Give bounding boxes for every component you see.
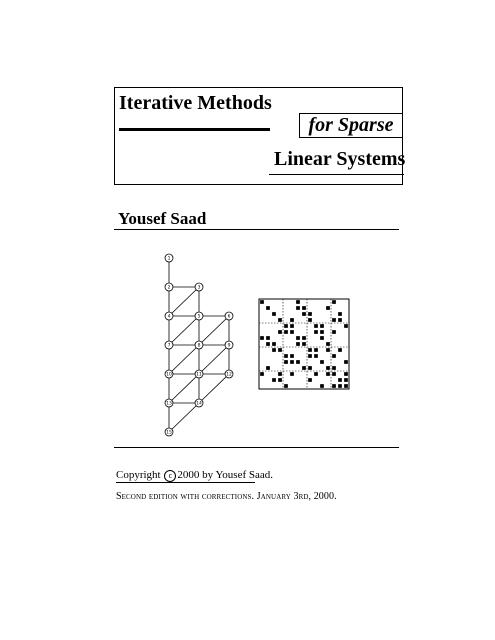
- matrix-nonzero: [302, 312, 306, 316]
- matrix-nonzero: [344, 360, 348, 364]
- matrix-nonzero: [260, 372, 264, 376]
- matrix-nonzero: [308, 366, 312, 370]
- matrix-nonzero: [320, 330, 324, 334]
- copyright-prefix: Copyright: [116, 469, 164, 481]
- matrix-nonzero: [344, 372, 348, 376]
- matrix-nonzero: [308, 318, 312, 322]
- matrix-nonzero: [326, 348, 330, 352]
- matrix-nonzero: [284, 354, 288, 358]
- matrix-nonzero: [278, 378, 282, 382]
- mesh-node-label: 13: [166, 401, 172, 407]
- author-name: Yousef Saad: [118, 209, 207, 228]
- matrix-nonzero: [302, 366, 306, 370]
- matrix-nonzero: [302, 306, 306, 310]
- matrix-nonzero: [296, 342, 300, 346]
- mesh-node-label: 3: [197, 285, 201, 291]
- mesh-node-label: 15: [166, 430, 172, 436]
- matrix-nonzero: [338, 318, 342, 322]
- mesh-edge: [169, 403, 199, 432]
- matrix-nonzero: [326, 372, 330, 376]
- mesh-edge: [199, 345, 229, 374]
- mesh-node-label: 5: [197, 314, 201, 320]
- title-line-2: for Sparse: [308, 114, 394, 136]
- matrix-nonzero: [332, 366, 336, 370]
- separator-rule: [114, 447, 399, 448]
- matrix-nonzero: [266, 336, 270, 340]
- matrix-nonzero: [344, 378, 348, 382]
- matrix-nonzero: [290, 318, 294, 322]
- matrix-nonzero: [272, 348, 276, 352]
- mesh-node-label: 6: [227, 314, 231, 320]
- mesh-node-label: 9: [227, 343, 231, 349]
- matrix-nonzero: [314, 324, 318, 328]
- mesh-node-label: 10: [166, 372, 172, 378]
- matrix-nonzero: [284, 360, 288, 364]
- mesh-edge: [169, 345, 199, 374]
- sparse-matrix: [259, 299, 349, 389]
- mesh-node-label: 7: [167, 343, 171, 349]
- matrix-nonzero: [308, 354, 312, 358]
- copyright-symbol: c: [164, 470, 176, 482]
- mesh-node-label: 1: [167, 256, 171, 262]
- title-line-3: Linear Systems: [274, 148, 406, 170]
- matrix-nonzero: [284, 384, 288, 388]
- matrix-nonzero: [290, 330, 294, 334]
- matrix-nonzero: [332, 300, 336, 304]
- matrix-nonzero: [308, 348, 312, 352]
- matrix-nonzero: [314, 372, 318, 376]
- matrix-nonzero: [290, 360, 294, 364]
- matrix-nonzero: [296, 300, 300, 304]
- mesh-edge: [199, 316, 229, 345]
- matrix-nonzero: [314, 348, 318, 352]
- matrix-nonzero: [290, 372, 294, 376]
- matrix-nonzero: [278, 348, 282, 352]
- mesh-node-label: 2: [167, 285, 171, 291]
- matrix-nonzero: [326, 342, 330, 346]
- matrix-nonzero: [296, 306, 300, 310]
- matrix-nonzero: [338, 384, 342, 388]
- copyright-rule: [116, 482, 255, 483]
- matrix-nonzero: [278, 330, 282, 334]
- matrix-nonzero: [284, 324, 288, 328]
- mesh-node-label: 12: [226, 372, 232, 378]
- mesh-edge: [169, 316, 199, 345]
- matrix-nonzero: [278, 318, 282, 322]
- matrix-nonzero: [344, 384, 348, 388]
- matrix-nonzero: [314, 354, 318, 358]
- mesh-node-label: 8: [197, 343, 201, 349]
- matrix-nonzero: [338, 378, 342, 382]
- matrix-nonzero: [260, 300, 264, 304]
- matrix-nonzero: [284, 330, 288, 334]
- matrix-nonzero: [308, 378, 312, 382]
- matrix-nonzero: [314, 330, 318, 334]
- edition-note: Second edition with corrections. January 3rd, 2000.: [116, 491, 337, 502]
- mesh-node-label: 11: [196, 372, 202, 378]
- matrix-nonzero: [302, 336, 306, 340]
- matrix-nonzero: [338, 348, 342, 352]
- matrix-nonzero: [326, 366, 330, 370]
- matrix-nonzero: [272, 312, 276, 316]
- matrix-nonzero: [332, 318, 336, 322]
- matrix-nonzero: [338, 312, 342, 316]
- matrix-nonzero: [320, 384, 324, 388]
- mesh-edge: [169, 287, 199, 316]
- mesh-graph: [165, 254, 233, 436]
- matrix-nonzero: [278, 372, 282, 376]
- matrix-nonzero: [332, 384, 336, 388]
- mesh-node-label: 4: [167, 314, 171, 320]
- mesh-node-label: 14: [196, 401, 202, 407]
- matrix-nonzero: [320, 336, 324, 340]
- mesh-edge: [199, 374, 229, 403]
- matrix-nonzero: [266, 342, 270, 346]
- matrix-nonzero: [320, 360, 324, 364]
- matrix-nonzero: [332, 372, 336, 376]
- matrix-nonzero: [260, 336, 264, 340]
- matrix-nonzero: [302, 342, 306, 346]
- matrix-nonzero: [320, 324, 324, 328]
- matrix-nonzero: [272, 378, 276, 382]
- matrix-nonzero: [272, 342, 276, 346]
- copyright-line: [116, 469, 273, 482]
- matrix-nonzero: [332, 354, 336, 358]
- matrix-nonzero: [266, 306, 270, 310]
- matrix-nonzero: [296, 360, 300, 364]
- matrix-nonzero: [332, 330, 336, 334]
- matrix-nonzero: [326, 306, 330, 310]
- matrix-nonzero: [290, 354, 294, 358]
- matrix-nonzero: [266, 366, 270, 370]
- matrix-nonzero: [308, 312, 312, 316]
- title-line-1: Iterative Methods: [119, 92, 272, 114]
- matrix-nonzero: [344, 324, 348, 328]
- copyright-text: 2000 by Yousef Saad.: [177, 469, 274, 481]
- matrix-nonzero: [290, 324, 294, 328]
- mesh-edge: [169, 374, 199, 403]
- matrix-nonzero: [296, 336, 300, 340]
